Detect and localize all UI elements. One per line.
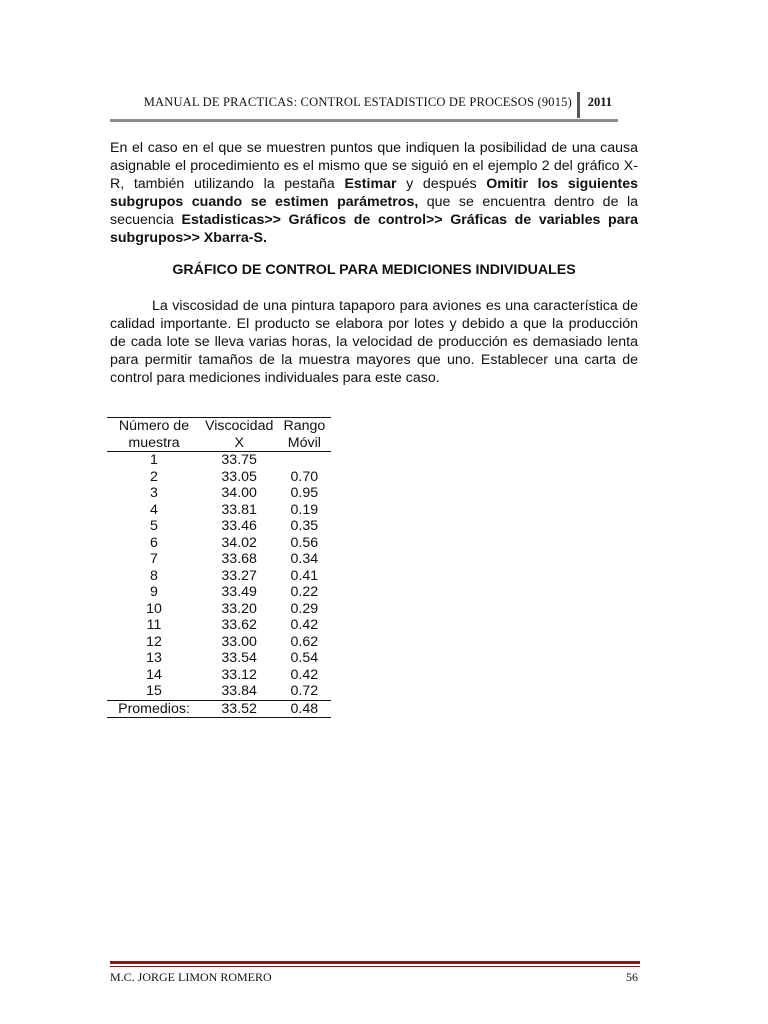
table-cell: 10 (146, 600, 162, 617)
header-rule (110, 119, 618, 122)
table-cell: 0.42 (290, 666, 319, 683)
table-header-row-top (107, 418, 331, 435)
page-header (110, 92, 618, 120)
table-cell: 0.29 (290, 600, 319, 617)
table-header: Rango (277, 418, 331, 435)
table-cell: 0.56 (290, 534, 319, 551)
table-cell: 34.02 (221, 534, 257, 551)
table-cell: 33.20 (221, 600, 257, 617)
table-cell: 33.62 (221, 617, 257, 633)
table-row (107, 485, 331, 502)
table-cell: 0.42 (290, 617, 319, 633)
intro-bold-omitir: Omitir los siguientes subgrupos cuando se estimen parámetros, (110, 176, 639, 210)
table-header: muestra (107, 435, 201, 452)
table-cell: 33.54 (221, 650, 257, 666)
table-row (107, 535, 331, 552)
footer-rule (110, 961, 640, 964)
table-cell: 13 (146, 650, 162, 666)
table-row (107, 568, 331, 585)
table-header: Número de (107, 418, 201, 435)
table-cell: 0.41 (290, 567, 319, 584)
table-cell: 0.35 (290, 518, 319, 534)
footer-author: M.C. JORGE LIMON ROMERO (110, 970, 272, 984)
intro-paragraph (110, 139, 638, 247)
table-cell: 0.34 (290, 551, 319, 567)
table-cell: 8 (150, 567, 158, 584)
table-footer-cell: 0.48 (277, 700, 331, 718)
table-row (107, 617, 331, 634)
table-cell: 33.49 (221, 584, 257, 600)
table-cell: 9 (150, 584, 158, 600)
table-cell: 33.12 (221, 666, 257, 683)
table-cell: 0.62 (290, 633, 319, 650)
table-footer-cell: 33.52 (201, 700, 277, 718)
table-row (107, 650, 331, 667)
table-cell (277, 452, 331, 469)
table-row (107, 518, 331, 535)
intro-bold-path: Estadisticas>> Gráficos de control>> Gráficas de variables para subgrupos>> Xbarra-S. (110, 212, 638, 246)
table-header-row-bottom (107, 435, 331, 452)
header-separator (577, 92, 580, 118)
table-cell: 33.00 (221, 633, 257, 650)
table-cell: 33.84 (221, 683, 257, 699)
table-row (107, 634, 331, 651)
table-footer-row (107, 700, 331, 718)
table-cell: 6 (150, 534, 158, 551)
intro-bold-estimar: Estimar (344, 176, 397, 192)
table-row (107, 502, 331, 519)
table-row (107, 584, 331, 601)
header-title: MANUAL DE PRACTICAS: CONTROL ESTADISTICO DE PROCESOS (9015) (143, 95, 572, 109)
intro-text-1: En el caso en el que se muestren puntos que indiquen la posibilidad de una causa asignable el procedimiento es el mismo que se siguió en el ejemplo 2 del gráfico X-R, también utilizando la pestaña (110, 140, 638, 192)
table-cell: 0.72 (290, 683, 319, 699)
table-body (107, 452, 331, 701)
data-table (107, 417, 331, 718)
table-cell: 4 (150, 501, 158, 518)
problem-paragraph (110, 297, 638, 387)
table-row (107, 551, 331, 568)
table-cell: 33.75 (221, 452, 257, 468)
table-cell: 2 (150, 468, 158, 485)
table-row (107, 683, 331, 700)
table-header: Viscocidad (201, 418, 277, 435)
table-cell: 7 (150, 551, 158, 567)
table-cell: 0.22 (290, 584, 319, 600)
table-cell: 0.95 (290, 485, 319, 501)
table-row (107, 469, 331, 486)
page-number: 56 (626, 970, 638, 984)
table-footer-cell: Promedios: (107, 700, 201, 718)
table-cell: 33.81 (221, 501, 257, 518)
header-year: 2011 (587, 95, 612, 109)
footer-rule-thin (110, 966, 640, 967)
intro-text-3: que se encuentra dentro de la secuencia (110, 194, 638, 228)
table-cell: 15 (146, 683, 162, 699)
intro-text-2: y después (396, 176, 487, 192)
table-cell: 3 (150, 485, 158, 501)
table-header: Móvil (277, 435, 331, 452)
table-cell: 33.68 (221, 551, 257, 567)
table-cell: 0.54 (290, 650, 319, 666)
table-row (107, 452, 331, 469)
table-row (107, 601, 331, 618)
section-title: GRÁFICO DE CONTROL PARA MEDICIONES INDIVIDUALES (172, 262, 576, 278)
table-cell: 33.05 (221, 468, 257, 485)
table-cell: 5 (150, 518, 158, 534)
table-header: X (201, 435, 277, 452)
table-cell: 0.19 (290, 501, 319, 518)
problem-text: La viscosidad de una pintura tapaporo para aviones es una característica de calidad importante. El producto se elabora por lotes y debido a que la producción de cada lote se lleva varias horas, la velocidad de producción es demasiado lenta para permitir tamaños de la muestra mayores que uno. Establecer una carta de control para mediciones individuales para este caso. (110, 298, 638, 386)
table-cell: 33.46 (221, 518, 257, 534)
table-cell: 34.00 (221, 485, 257, 501)
table-cell: 12 (146, 633, 162, 650)
table-cell: 33.27 (221, 567, 257, 584)
table-row (107, 667, 331, 684)
table-cell: 14 (146, 666, 162, 683)
table-cell: 11 (146, 617, 162, 633)
table-cell: 1 (150, 452, 158, 468)
table-cell: 0.70 (290, 468, 319, 485)
